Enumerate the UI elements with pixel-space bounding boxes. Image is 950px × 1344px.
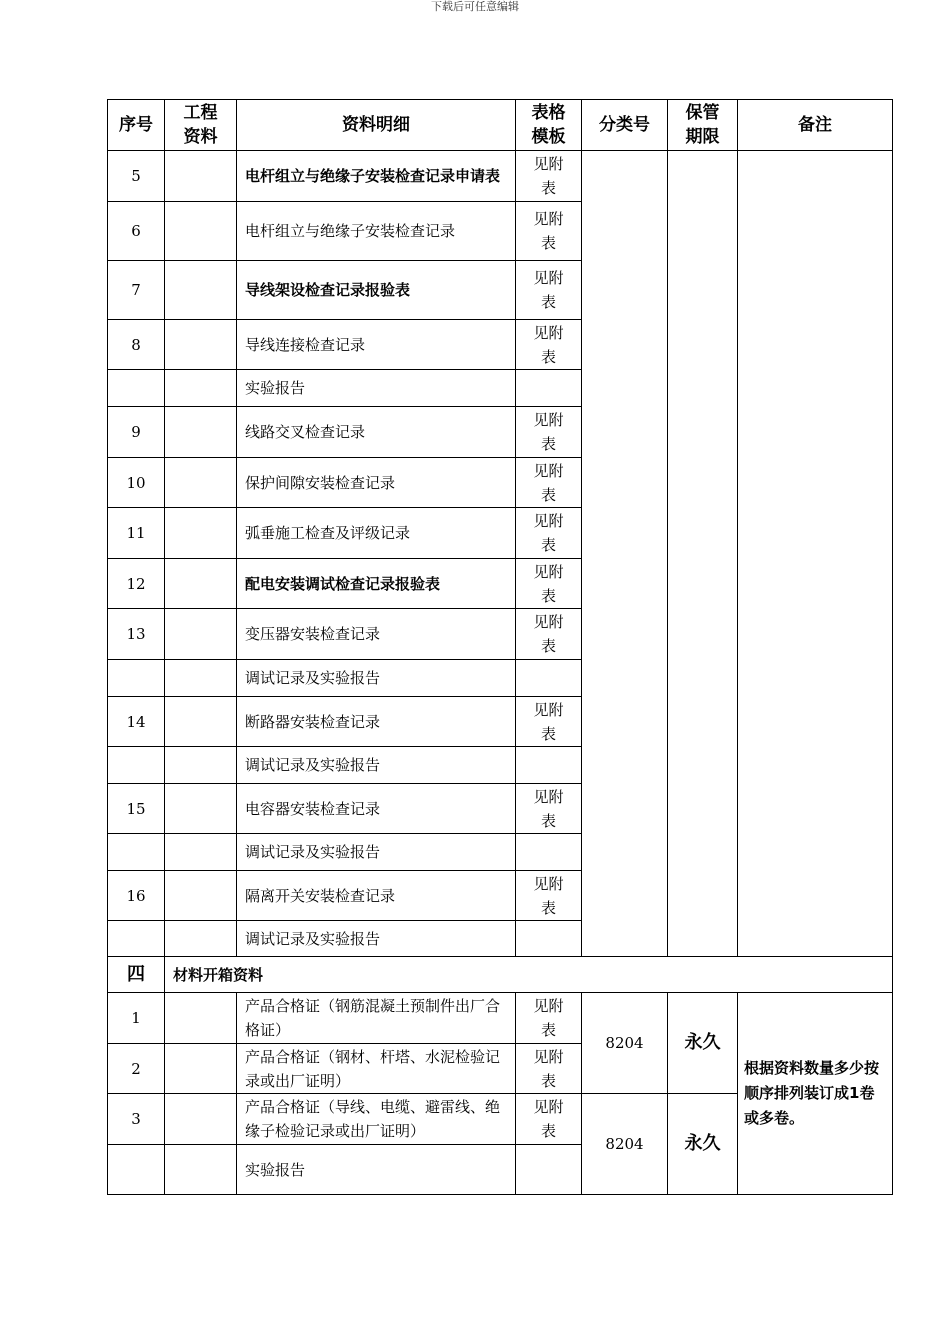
row-detail: 实验报告 <box>237 370 516 407</box>
row-template-line1: 见附 <box>533 1047 564 1066</box>
row-template <box>516 993 582 1044</box>
row-engineering <box>165 261 237 320</box>
row-template <box>516 871 582 921</box>
remark-blank <box>738 151 893 957</box>
col-keep-period <box>668 100 738 151</box>
row-seq: 3 <box>108 1094 165 1145</box>
row-template-line2: 表 <box>540 637 556 655</box>
row-template <box>516 151 582 202</box>
row-seq: 12 <box>108 559 165 609</box>
row-engineering <box>165 151 237 202</box>
row-template-line1: 见附 <box>533 323 564 342</box>
row-template-line1: 见附 <box>533 269 564 287</box>
row-template <box>516 458 582 508</box>
row-engineering <box>165 508 237 559</box>
row-detail: 产品合格证（导线、电缆、避雷线、绝缘子检验记录或出厂证明） <box>237 1094 516 1145</box>
row-engineering <box>165 993 237 1044</box>
row-template-line2: 表 <box>540 536 556 554</box>
row-seq: 2 <box>108 1044 165 1094</box>
col-class-no: 分类号 <box>582 100 668 151</box>
row-detail: 电容器安装检查记录 <box>237 784 516 834</box>
row-template <box>516 370 582 407</box>
class-no-blank <box>582 151 668 957</box>
row-template-line1: 见附 <box>533 1098 564 1116</box>
row-template <box>516 784 582 834</box>
row-detail: 实验报告 <box>237 1145 516 1195</box>
row-seq <box>108 370 165 407</box>
row-template-line2: 表 <box>540 898 556 917</box>
row-template-line2: 表 <box>540 1021 556 1039</box>
row-seq: 1 <box>108 993 165 1044</box>
row-seq: 10 <box>108 458 165 508</box>
row-detail: 断路器安装检查记录 <box>237 697 516 747</box>
row-engineering <box>165 407 237 458</box>
row-seq: 14 <box>108 697 165 747</box>
row-seq: 13 <box>108 609 165 660</box>
row-template-line2: 表 <box>540 1071 556 1090</box>
row-template <box>516 1044 582 1094</box>
row-template <box>516 921 582 957</box>
col-template <box>516 100 582 151</box>
row-template-line2: 表 <box>540 347 556 366</box>
row-template-line1: 见附 <box>533 874 564 893</box>
row-template-line1: 见附 <box>533 613 564 631</box>
remark-binding-note: 根据资料数量多少按顺序排列装订成1卷或多卷。 <box>738 993 893 1195</box>
row-template <box>516 1145 582 1195</box>
row-template <box>516 202 582 261</box>
row-template-line2: 表 <box>540 485 556 504</box>
row-engineering <box>165 1145 237 1195</box>
row-detail: 导线架设检查记录报验表 <box>237 261 516 320</box>
row-template <box>516 407 582 458</box>
section-title: 材料开箱资料 <box>165 957 893 993</box>
row-detail: 调试记录及实验报告 <box>237 747 516 784</box>
row-engineering <box>165 202 237 261</box>
row-template <box>516 320 582 370</box>
row-detail: 产品合格证（钢材、杆塔、水泥检验记录或出厂证明） <box>237 1044 516 1094</box>
row-seq: 11 <box>108 508 165 559</box>
col-remark: 备注 <box>738 100 893 151</box>
class-no-group-a: 8204 <box>582 993 668 1094</box>
row-template <box>516 1094 582 1145</box>
row-detail: 调试记录及实验报告 <box>237 921 516 957</box>
row-detail: 保护间隙安装检查记录 <box>237 458 516 508</box>
row-template <box>516 609 582 660</box>
row-seq: 16 <box>108 871 165 921</box>
row-template-line2: 表 <box>540 179 556 197</box>
row-seq: 5 <box>108 151 165 202</box>
row-detail: 电杆组立与绝缘子安装检查记录申请表 <box>237 151 516 202</box>
table-header-row <box>108 100 893 151</box>
row-detail: 隔离开关安装检查记录 <box>237 871 516 921</box>
class-no-group-b: 8204 <box>582 1094 668 1195</box>
row-template-line1: 见附 <box>533 562 564 581</box>
row-template-line1: 见附 <box>533 512 564 530</box>
row-template <box>516 747 582 784</box>
row-template-line1: 见附 <box>533 155 564 173</box>
col-engineering <box>165 100 237 151</box>
row-seq <box>108 921 165 957</box>
row-template <box>516 261 582 320</box>
col-engineering-top: 工程 <box>183 103 218 123</box>
row-engineering <box>165 697 237 747</box>
keep-period-group-a: 永久 <box>668 993 738 1094</box>
row-engineering <box>165 559 237 609</box>
row-seq <box>108 834 165 871</box>
row-template-line2: 表 <box>540 811 556 830</box>
row-detail: 产品合格证（钢筋混凝土预制件出厂合格证） <box>237 993 516 1044</box>
row-template <box>516 508 582 559</box>
row-seq <box>108 747 165 784</box>
row-template <box>516 559 582 609</box>
row-detail: 弧垂施工检查及评级记录 <box>237 508 516 559</box>
row-seq: 15 <box>108 784 165 834</box>
row-detail: 调试记录及实验报告 <box>237 660 516 697</box>
row-template-line2: 表 <box>540 234 556 252</box>
row-template-line2: 表 <box>540 586 556 605</box>
row-engineering <box>165 1044 237 1094</box>
section-row <box>108 957 893 993</box>
row-template-line2: 表 <box>540 724 556 743</box>
row-template <box>516 660 582 697</box>
col-seq: 序号 <box>108 100 165 151</box>
row-template-line2: 表 <box>540 435 556 453</box>
row-engineering <box>165 747 237 784</box>
row-engineering <box>165 370 237 407</box>
row-template-line1: 见附 <box>533 700 564 719</box>
row-template <box>516 697 582 747</box>
row-detail: 导线连接检查记录 <box>237 320 516 370</box>
col-keep-bottom: 期限 <box>685 127 720 147</box>
table-body <box>108 151 893 1195</box>
col-template-top: 表格 <box>531 103 566 123</box>
row-seq: 9 <box>108 407 165 458</box>
row-template-line1: 见附 <box>533 787 564 806</box>
row-engineering <box>165 458 237 508</box>
col-template-bottom: 模板 <box>531 127 566 147</box>
row-engineering <box>165 320 237 370</box>
row-seq: 6 <box>108 202 165 261</box>
row-engineering <box>165 609 237 660</box>
row-engineering <box>165 834 237 871</box>
row-detail: 线路交叉检查记录 <box>237 407 516 458</box>
row-detail: 配电安装调试检查记录报验表 <box>237 559 516 609</box>
row-engineering <box>165 871 237 921</box>
row-seq <box>108 660 165 697</box>
row-template <box>516 834 582 871</box>
col-engineering-bottom: 资料 <box>183 127 218 147</box>
page-header-note: 下载后可任意编辑 <box>431 0 519 13</box>
row-seq <box>108 1145 165 1195</box>
row-seq: 8 <box>108 320 165 370</box>
keep-period-group-b: 永久 <box>668 1094 738 1195</box>
row-engineering <box>165 1094 237 1145</box>
row-template-line2: 表 <box>540 1122 556 1140</box>
table-row <box>108 993 893 1044</box>
row-engineering <box>165 784 237 834</box>
row-template-line1: 见附 <box>533 997 564 1015</box>
table-row <box>108 151 893 202</box>
row-engineering <box>165 660 237 697</box>
row-detail: 变压器安装检查记录 <box>237 609 516 660</box>
section-number: 四 <box>108 957 165 993</box>
row-detail: 电杆组立与绝缘子安装检查记录 <box>237 202 516 261</box>
archive-table <box>107 99 893 1195</box>
keep-period-blank <box>668 151 738 957</box>
row-seq: 7 <box>108 261 165 320</box>
col-detail: 资料明细 <box>237 100 516 151</box>
row-template-line1: 见附 <box>533 411 564 429</box>
row-template-line1: 见附 <box>533 461 564 480</box>
row-engineering <box>165 921 237 957</box>
row-detail: 调试记录及实验报告 <box>237 834 516 871</box>
row-template-line1: 见附 <box>533 210 564 228</box>
col-keep-top: 保管 <box>685 103 720 123</box>
row-template-line2: 表 <box>540 293 556 311</box>
